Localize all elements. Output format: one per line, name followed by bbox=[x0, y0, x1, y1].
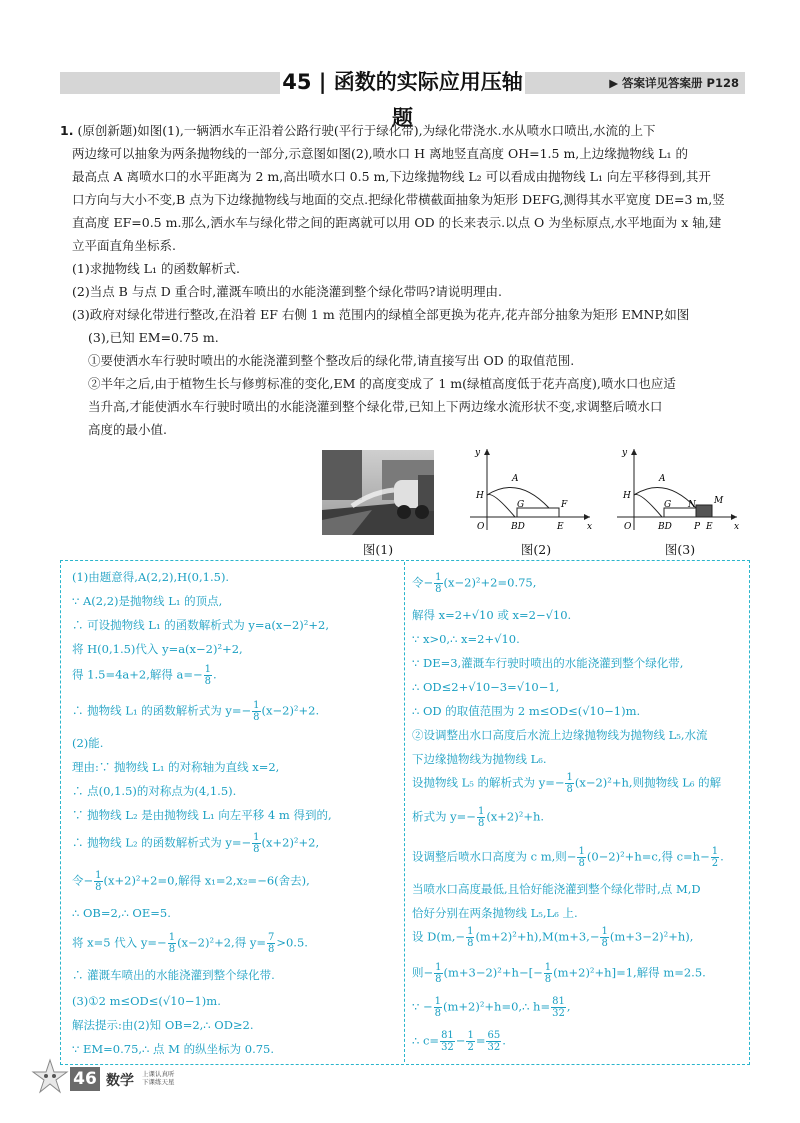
fraction: $\frac{1}{8}$ bbox=[435, 572, 442, 595]
answer-right-line: ∴ OD 的取值范围为 2 m≤OD≤(√10−1)m. bbox=[412, 704, 641, 718]
fig3-x-label: x bbox=[734, 522, 740, 532]
figure-3-caption: 图(3) bbox=[664, 542, 696, 557]
answer-right-line: ∵ − $\frac{1}{8}$ (m+2)²+h=0,∴ h= $\frac{81}{32}$ , bbox=[412, 996, 571, 1019]
sub-question-3-2-line-3: 高度的最小值. bbox=[88, 422, 167, 437]
fraction: $\frac{1}{8}$ bbox=[578, 846, 585, 869]
figure-1-caption: 图(1) bbox=[362, 542, 394, 557]
fig3-h-label: H bbox=[623, 491, 631, 501]
fraction: $\frac{1}{8}$ bbox=[477, 806, 485, 829]
answer-left-line: 将 x=5 代入 y=− $\frac{1}{8}$ (x−2)²+2,得 y= $\frac{7}{8}$ >0.5. bbox=[72, 932, 308, 955]
fraction: $\frac{81}{32}$ bbox=[552, 996, 565, 1019]
fraction: $\frac{1}{8}$ bbox=[253, 832, 260, 855]
fig2-e-label: E bbox=[557, 522, 564, 532]
fig3-m-label: M bbox=[714, 496, 724, 506]
sub-question-3-2-line-1: ②半年之后,由于植物生长与修剪标准的变化,EM 的高度变成了 1 m(绿植高度低于花卉高度),喷水口也应适 bbox=[88, 376, 676, 391]
answer-left-line: ∵ 抛物线 L₂ 是由抛物线 L₁ 向左平移 4 m 得到的, bbox=[72, 808, 332, 822]
answer-left-line: ∵ EM=0.75,∴ 点 M 的纵坐标为 0.75. bbox=[72, 1042, 275, 1056]
answer-right-line: 下边缘抛物线为抛物线 L₆. bbox=[412, 752, 547, 766]
fraction: $\frac{1}{8}$ bbox=[434, 996, 441, 1019]
fraction: $\frac{1}{8}$ bbox=[435, 962, 442, 985]
sub-question-3-line-2: (3),已知 EM=0.75 m. bbox=[88, 330, 219, 345]
answer-right-line: 设调整后喷水口高度为 c m,则− $\frac{1}{8}$ (0−2)²+h=c,得 c=h− $\frac{1}{2}$ . bbox=[412, 846, 724, 869]
figure-1-photo bbox=[322, 450, 434, 535]
answer-right-line: 设抛物线 L₅ 的解析式为 y=− $\frac{1}{8}$ (x−2)²+h,则抛物线 L₆ 的解 bbox=[412, 772, 722, 795]
problem-line-3: 最高点 A 离喷水口的水平距离为 2 m,高出喷水口 0.5 m,下边缘抛物线 L₂ 可以看成由抛物线 L₁ 向左平移得到,其开 bbox=[72, 169, 711, 184]
answer-left-line: 将 H(0,1.5)代入 y=a(x−2)²+2, bbox=[72, 642, 243, 656]
answer-right-line: ∵ DE=3,灌溉车行驶时喷出的水能浇灌到整个绿化带, bbox=[412, 656, 684, 670]
sub-question-1: (1)求抛物线 L₁ 的函数解析式. bbox=[72, 261, 240, 276]
fraction: $\frac{1}{8}$ bbox=[95, 870, 102, 893]
fig2-bd-label: BD bbox=[511, 522, 525, 532]
answer-right-line: ∴ OD≤2+√10−3=√10−1, bbox=[412, 680, 560, 694]
fig3-bd-label: BD bbox=[658, 522, 672, 532]
answer-left-line: 理由:∵ 抛物线 L₁ 的对称轴为直线 x=2, bbox=[72, 760, 280, 774]
answer-left-line: ∴ OB=2,∴ OE=5. bbox=[72, 906, 171, 920]
figure-2-diagram bbox=[465, 445, 595, 535]
answer-right-line: 析式为 y=− $\frac{1}{8}$ (x+2)²+h. bbox=[412, 806, 545, 829]
problem-line-4: 口方向与大小不变,B 点为下边缘抛物线与地面的交点.把绿化带横截面抽象为矩形 DEFG,测得其水平宽度 DE=3 m,竖 bbox=[72, 192, 725, 207]
answer-left-line: ∵ A(2,2)是抛物线 L₁ 的顶点, bbox=[72, 594, 223, 608]
fraction: $\frac{1}{8}$ bbox=[566, 772, 573, 795]
fig2-x-label: x bbox=[587, 522, 593, 532]
mascot-star-icon bbox=[30, 1058, 70, 1094]
fraction: $\frac{1}{8}$ bbox=[544, 962, 552, 985]
answer-left-line: ∴ 可设抛物线 L₁ 的函数解析式为 y=a(x−2)²+2, bbox=[72, 618, 329, 632]
fig3-e-label: E bbox=[706, 522, 713, 532]
answer-left-line: 令− $\frac{1}{8}$ (x+2)²+2=0,解得 x₁=2,x₂=−6(舍去), bbox=[72, 870, 310, 893]
fraction: $\frac{7}{8}$ bbox=[267, 932, 275, 955]
problem-line-5: 直高度 EF=0.5 m.那么,洒水车与绿化带之间的距离就可以用 OD 的长来表示.以点 O 为坐标原点,水平地面为 x 轴,建 bbox=[72, 215, 722, 230]
fraction: $\frac{1}{8}$ bbox=[467, 926, 474, 949]
answer-right-line: 令− $\frac{1}{8}$ (x−2)²+2=0.75, bbox=[412, 572, 537, 595]
footer-slogan: 上课认真听 下课练天星 bbox=[142, 1070, 175, 1086]
answer-right-line: ②设调整出水口高度后水流上边缘抛物线为抛物线 L₅,水流 bbox=[412, 728, 708, 742]
answer-right-line: 当喷水口高度最低,且恰好能浇灌到整个绿化带时,点 M,D bbox=[412, 882, 701, 896]
fig2-origin-label: O bbox=[477, 522, 485, 532]
sub-question-3-2-line-2: 当升高,才能使洒水车行驶时喷出的水能浇灌到整个绿化带,已知上下两边缘水流形状不变,求调整后喷水口 bbox=[88, 399, 663, 414]
figure-2-caption: 图(2) bbox=[520, 542, 552, 557]
answer-right-line: ∵ x>0,∴ x=2+√10. bbox=[412, 632, 520, 646]
header-bar-left bbox=[60, 72, 280, 94]
page-number: 46 bbox=[70, 1067, 100, 1091]
answer-right-line: 设 D(m,− $\frac{1}{8}$ (m+2)²+h),M(m+3,− $\frac{1}{8}$ (m+3−2)²+h), bbox=[412, 926, 694, 949]
figure-3-diagram bbox=[612, 445, 742, 535]
fraction: $\frac{1}{8}$ bbox=[204, 664, 212, 687]
fraction: $\frac{65}{32}$ bbox=[487, 1030, 501, 1053]
answer-left-line: (3)①2 m≤OD≤(√10−1)m. bbox=[72, 994, 221, 1008]
fig3-y-label: y bbox=[622, 448, 628, 458]
answer-left-line: ∴ 点(0,1.5)的对称点为(4,1.5). bbox=[72, 784, 237, 798]
fig3-a-label: A bbox=[659, 474, 666, 484]
footer-subject: 数学 bbox=[106, 1073, 134, 1089]
answer-left-line: ∴ 抛物线 L₂ 的函数解析式为 y=− $\frac{1}{8}$ (x+2)²+2, bbox=[72, 832, 320, 855]
answer-right-line: ∴ c= $\frac{81}{32}$ − $\frac{1}{2}$ = $\frac{65}{32}$ . bbox=[412, 1030, 506, 1053]
fig3-p-label: P bbox=[694, 522, 701, 532]
answer-left-line: (2)能. bbox=[72, 736, 104, 750]
sub-question-3-1: ①要使洒水车行驶时喷出的水能浇灌到整个整改后的绿化带,请直接写出 OD 的取值范围. bbox=[88, 353, 575, 368]
answer-right-line: 则− $\frac{1}{8}$ (m+3−2)²+h−[− $\frac{1}{8}$ (m+2)²+h]=1,解得 m=2.5. bbox=[412, 962, 706, 985]
fig3-origin-label: O bbox=[624, 522, 632, 532]
fig2-a-label: A bbox=[512, 474, 519, 484]
answer-column-divider bbox=[404, 562, 405, 1062]
fig2-f-label: F bbox=[561, 500, 568, 510]
answer-reference: ▶ 答案详见答案册 P128 bbox=[525, 72, 745, 94]
fig3-n-label: N bbox=[688, 500, 696, 510]
fig2-y-label: y bbox=[475, 448, 481, 458]
answer-left-line: (1)由题意得,A(2,2),H(0,1.5). bbox=[72, 570, 230, 584]
fraction: $\frac{1}{8}$ bbox=[168, 932, 176, 955]
fig3-g-label: G bbox=[664, 500, 672, 510]
sub-question-3-line-1: (3)政府对绿化带进行整改,在沿着 EF 右侧 1 m 范围内的绿植全部更换为花卉,花卉部分抽象为矩形 EMNP,如图 bbox=[72, 307, 690, 322]
page-title: 45 | 函数的实际应用压轴题 bbox=[282, 70, 523, 130]
answer-left-line: 解法提示:由(2)知 OB=2,∴ OD≥2. bbox=[72, 1018, 254, 1032]
answer-left-line: ∴ 灌溉车喷出的水能浇灌到整个绿化带. bbox=[72, 968, 275, 982]
problem-line-1: 1. (原创新题)如图(1),一辆洒水车正沿着公路行驶(平行于绿化带),为绿化带浇水.水从喷水口喷出,水流的上下 bbox=[60, 123, 656, 138]
fraction: $\frac{81}{32}$ bbox=[441, 1030, 454, 1053]
fig2-g-label: G bbox=[517, 500, 525, 510]
fig2-h-label: H bbox=[476, 491, 484, 501]
problem-number: 1. bbox=[60, 123, 74, 138]
answer-left-line: 得 1.5=4a+2,解得 a=− $\frac{1}{8}$ . bbox=[72, 664, 217, 687]
problem-line-6: 立平面直角坐标系. bbox=[72, 238, 176, 253]
fraction: $\frac{1}{2}$ bbox=[467, 1030, 474, 1053]
fraction: $\frac{1}{8}$ bbox=[601, 926, 608, 949]
answer-left-line: ∴ 抛物线 L₁ 的函数解析式为 y=− $\frac{1}{8}$ (x−2)²+2. bbox=[72, 700, 320, 723]
problem-line-2: 两边缘可以抽象为两条抛物线的一部分,示意图如图(2),喷水口 H 离地竖直高度 OH=1.5 m,上边缘抛物线 L₁ 的 bbox=[72, 146, 689, 161]
fraction: $\frac{1}{2}$ bbox=[711, 846, 719, 869]
answer-right-line: 解得 x=2+√10 或 x=2−√10. bbox=[412, 608, 572, 622]
answer-right-line: 恰好分别在两条抛物线 L₅,L₆ 上. bbox=[412, 906, 578, 920]
fraction: $\frac{1}{8}$ bbox=[253, 700, 260, 723]
sub-question-2: (2)当点 B 与点 D 重合时,灌溉车喷出的水能浇灌到整个绿化带吗?请说明理由. bbox=[72, 284, 502, 299]
